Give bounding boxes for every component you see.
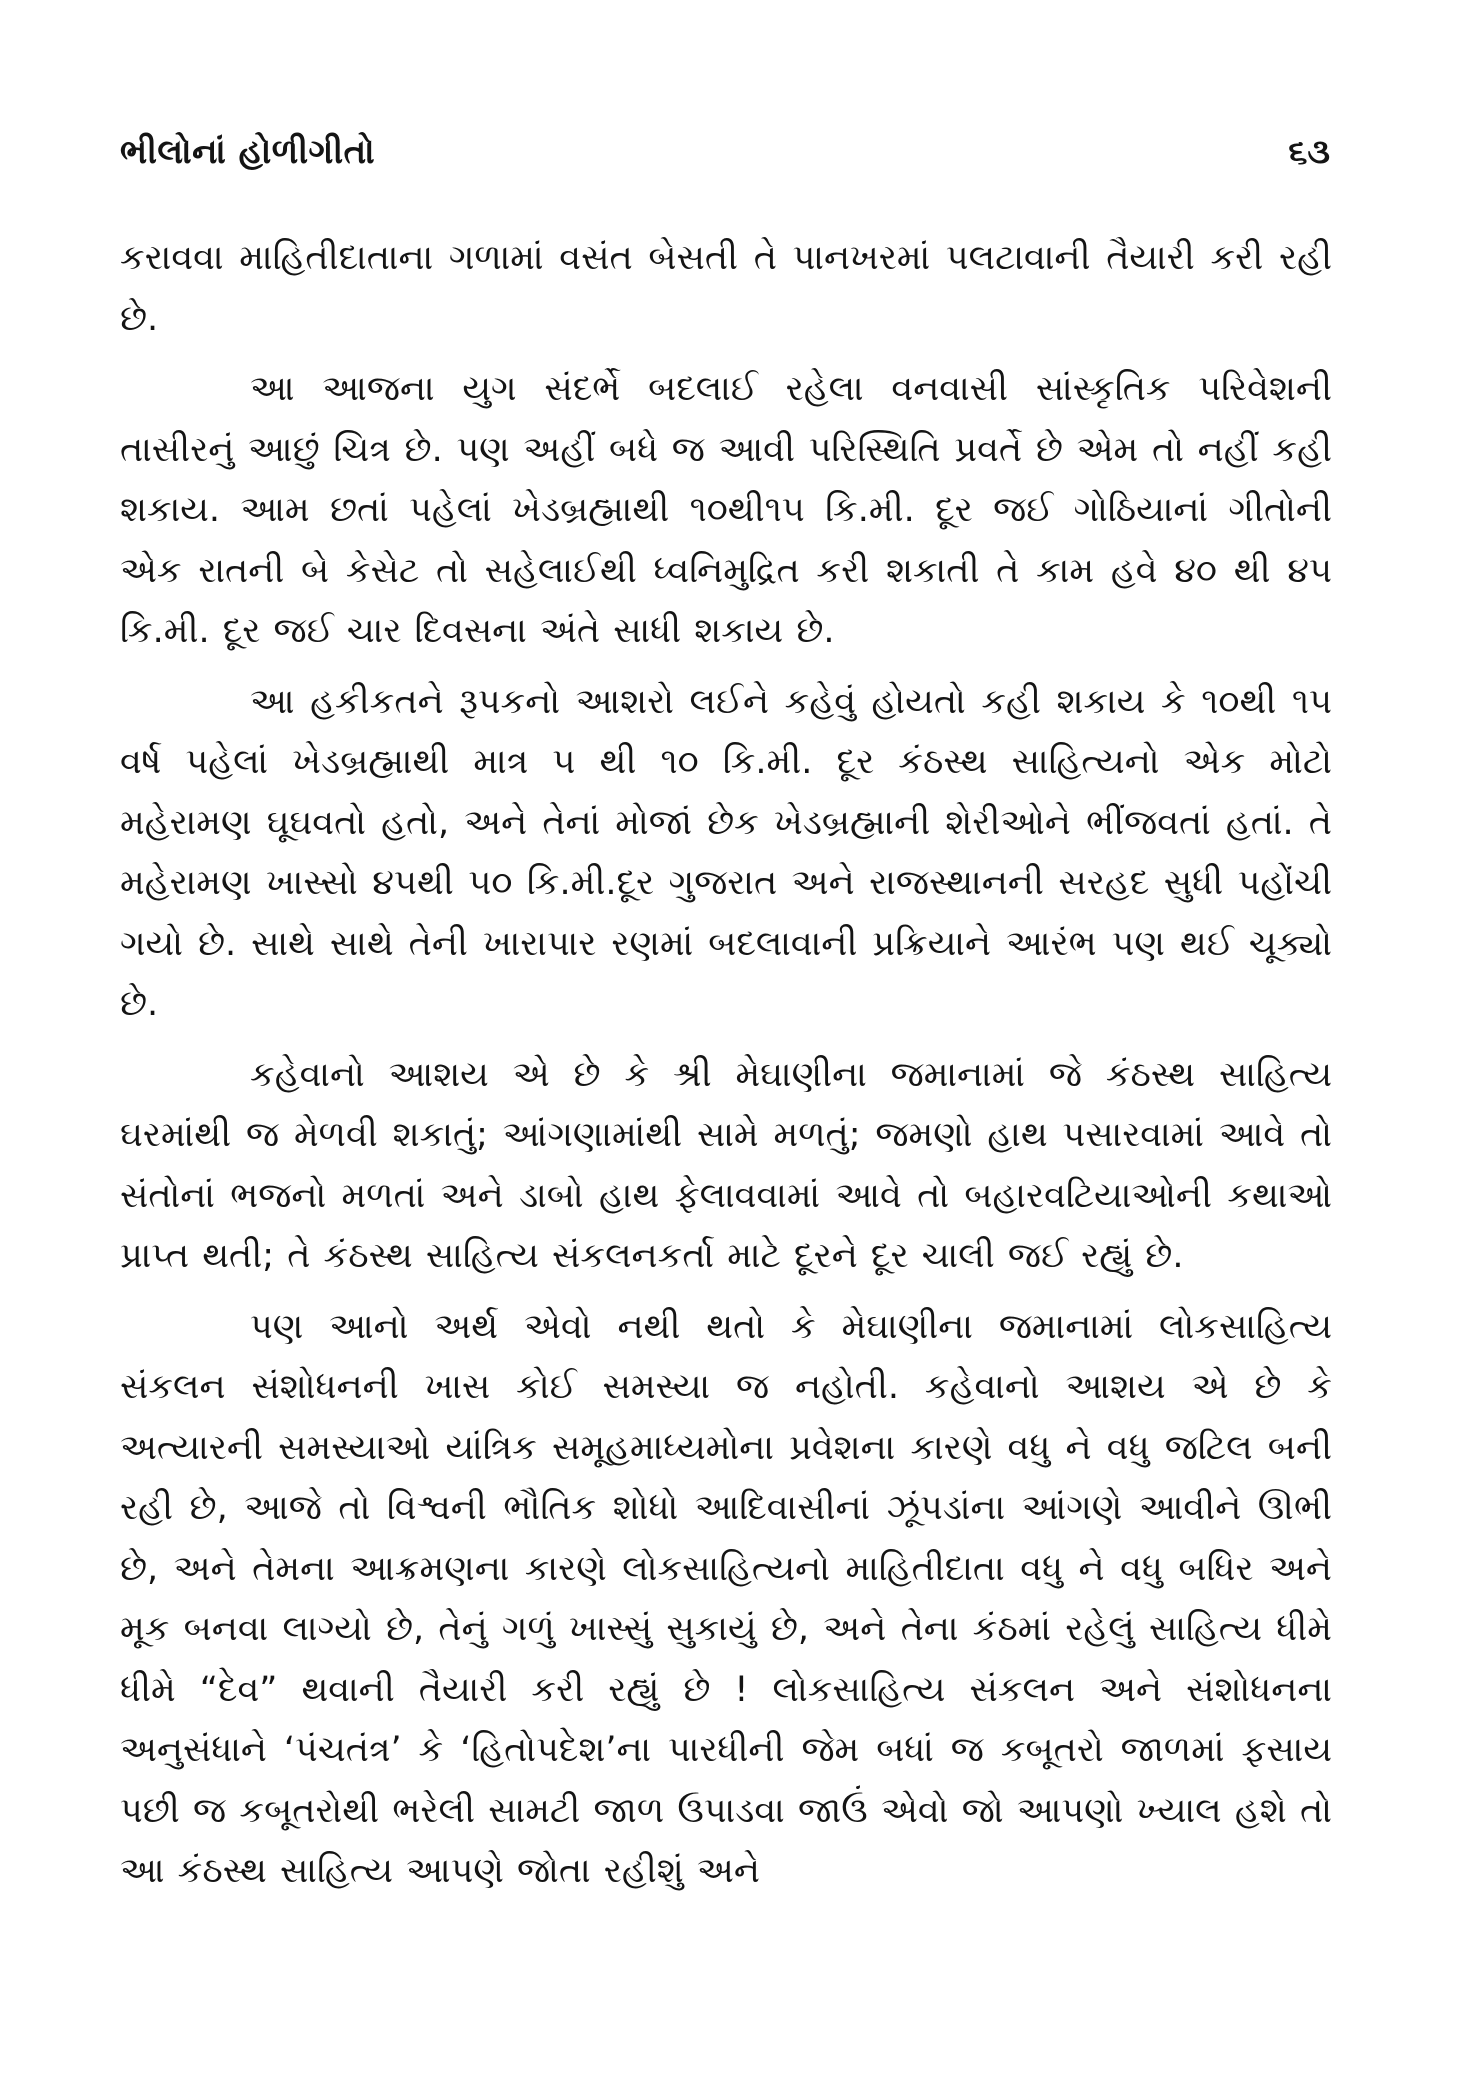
paragraph-2: આ આજના યુગ સંદર્ભે બદલાઈ રહેલા વનવાસી સાંસ્કૃતિક પરિવેશની તાસીરનું આછું ચિત્ર છે. પણ અહીં બધે જ આવી પરિસ્થિતિ પ્રવર્તે છે એમ તો નહીં કહી શકાય. આમ છતાં પહેલાં ખેડબ્રહ્માથી ૧૦થી૧૫ કિ.મી. દૂર જઈ ગોઠિયાનાં ગીતોની એક રાતની બે કેસેટ તો સહેલાઈથી ધ્વનિમુદ્રિત કરી શકાતી તે કામ હવે ૪૦ થી ૪૫ કિ.મી. દૂર જઈ ચાર દિવસના અંતે સાધી શકાય છે. [120, 369, 1332, 651]
page-number: ૬૩ [1288, 132, 1330, 172]
paragraph-4: કહેવાનો આશય એ છે કે શ્રી મેઘાણીના જમાનામાં જે કંઠસ્થ સાહિત્ય ઘરમાંથી જ મેળવી શકાતું; આંગણામાંથી સામે મળતું; જમણો હાથ પસારવામાં આવે તો સંતોનાં ભજનો મળતાં અને ડાબો હાથ ફેલાવવામાં આવે તો બહારવટિયાઓની કથાઓ પ્રાપ્ત થતી; તે કંઠસ્થ સાહિત્ય સંકલનકર્તા માટે દૂરને દૂર ચાલી જઈ રહ્યું છે. [120, 1054, 1332, 1276]
paragraph-1: કરાવવા માહિતીદાતાના ગળામાં વસંત બેસતી તે પાનખરમાં પલટાવાની તૈયારી કરી રહી છે. [120, 238, 1332, 339]
paragraph-3: આ હકીકતને રૂપકનો આશરો લઈને કહેવું હોયતો કહી શકાય કે ૧૦થી ૧૫ વર્ષ પહેલાં ખેડબ્રહ્માથી માત્ર ૫ થી ૧૦ કિ.મી. દૂર કંઠસ્થ સાહિત્યનો એક મોટો મહેરામણ ઘૂઘવતો હતો, અને તેનાં મોજાં છેક ખેડબ્રહ્માની શેરીઓને ભીંજવતાં હતાં. તે મહેરામણ ખાસ્સો ૪૫થી ૫૦ કિ.મી.દૂર ગુજરાત અને રાજસ્થાનની સરહદ સુધી પહોંચી ગયો છે. સાથે સાથે તેની ખારાપાર રણમાં બદલાવાની પ્રક્રિયાને આરંભ પણ થઈ ચૂક્યો છે. [120, 681, 1332, 1024]
body-text [120, 228, 1332, 1912]
running-title: ભીલોનાં હોળીગીતો [120, 132, 376, 172]
paragraph-5: પણ આનો અર્થ એવો નથી થતો કે મેઘાણીના જમાનામાં લોકસાહિત્ય સંકલન સંશોધનની ખાસ કોઈ સમસ્યા જ નહોતી. કહેવાનો આશય એ છે કે અત્યારની સમસ્યાઓ યાંત્રિક સમૂહમાધ્યમોના પ્રવેશના કારણે વધુ ને વધુ જટિલ બની રહી છે, આજે તો વિશ્વની ભૌતિક શોધો આદિવાસીનાં ઝૂંપડાંના આંગણે આવીને ઊભી છે, અને તેમના આક્રમણના કારણે લોકસાહિત્યનો માહિતીદાતા વધુ ને વધુ બધિર અને મૂક બનવા લાગ્યો છે, તેનું ગળું ખાસ્સું સુકાયું છે, અને તેના કંઠમાં રહેલું સાહિત્ય ધીમે ધીમે “દેવ” થવાની તૈયારી કરી રહ્યું છે ! લોકસાહિત્ય સંકલન અને સંશોધનના અનુસંધાને ‘પંચતંત્ર’ કે ‘હિતોપદેશ’ના પારધીની જેમ બધાં જ કબૂતરો જાળમાં ફસાય પછી જ કબૂતરોથી ભરેલી સામટી જાળ ઉપાડવા જાઉં એવો જો આપણો ખ્યાલ હશે તો આ કંઠસ્થ સાહિત્ય આપણે જોતા રહીશું અને [120, 1306, 1332, 1891]
running-header [120, 132, 1330, 182]
